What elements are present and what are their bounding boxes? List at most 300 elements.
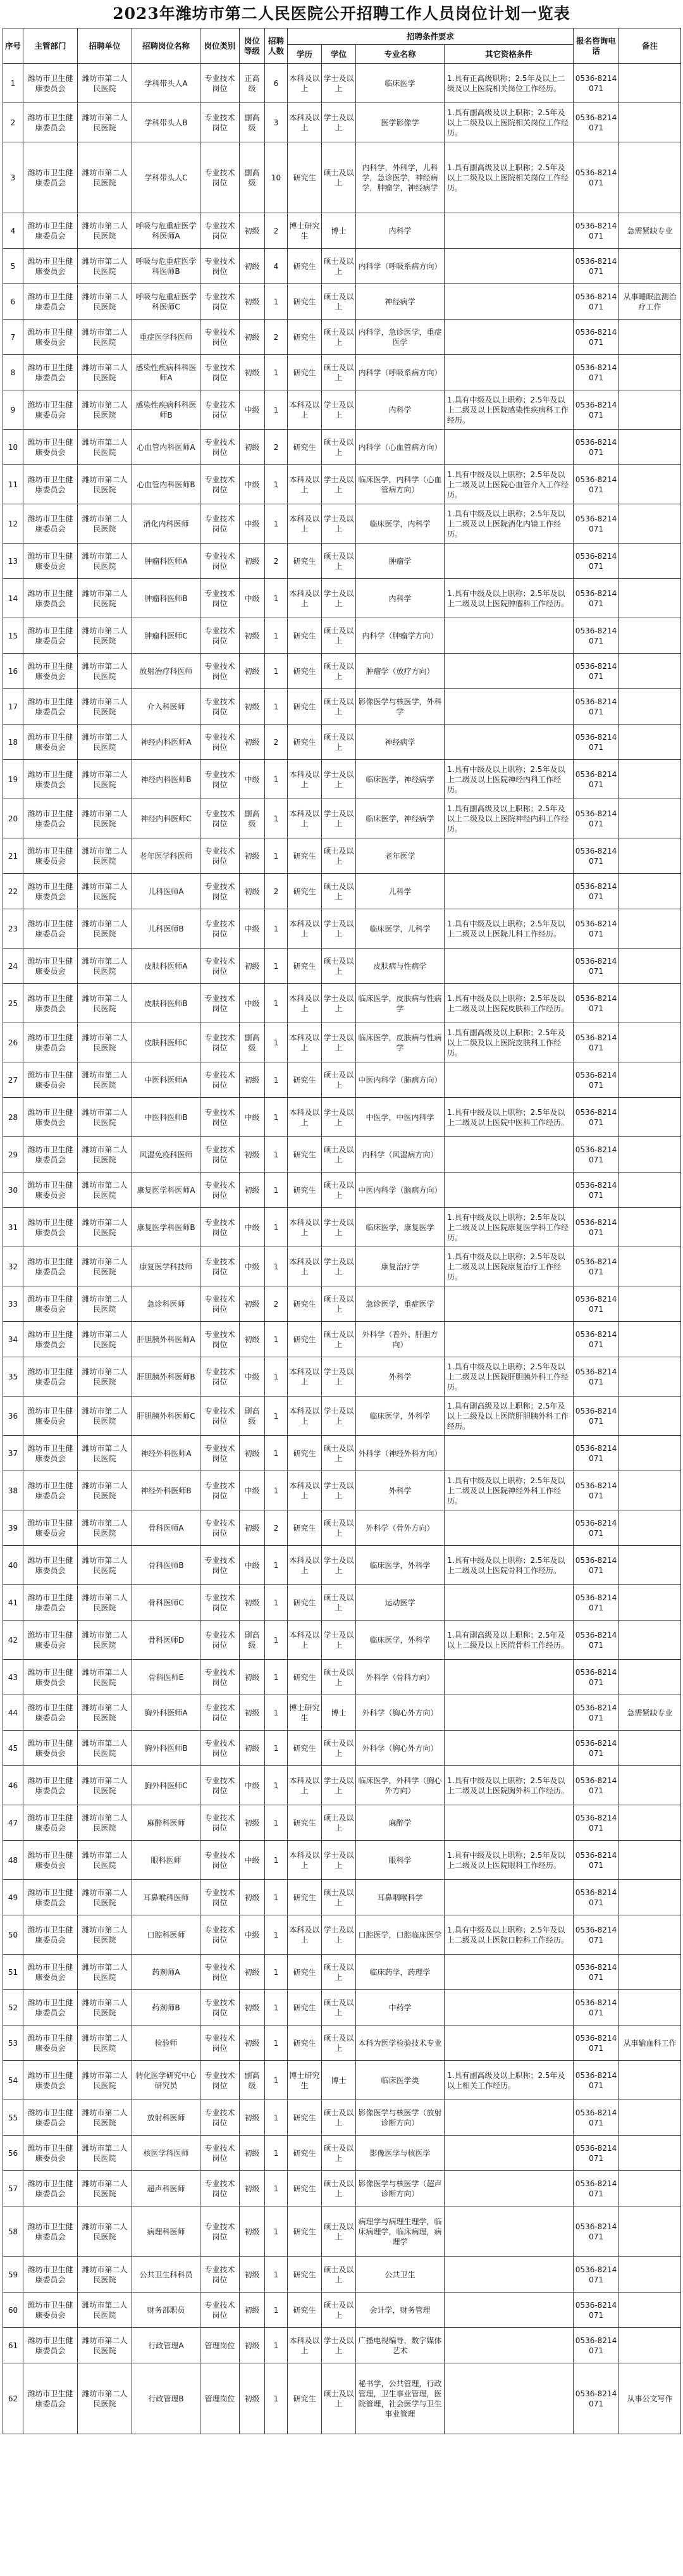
cell-degree: 硕士及以上 (322, 284, 356, 320)
cell-level: 正高级 (240, 64, 265, 103)
cell-count: 1 (265, 1546, 288, 1585)
cell-level: 副高级 (240, 799, 265, 838)
cell-major: 临床医学，皮肤病与性病学 (356, 984, 445, 1023)
cell-note (619, 2100, 681, 2136)
cell-other: 1.具有中级及以上职称；2.5年及以上二级及以上医院眼科工作经历。 (445, 1841, 574, 1880)
cell-note (619, 1805, 681, 1841)
cell-level: 中级 (240, 909, 265, 949)
cell-dept: 潍坊市卫生健康委员会 (23, 689, 78, 725)
cell-phone: 0536-8214071 (574, 430, 619, 465)
cell-category: 专业技术岗位 (200, 1098, 240, 1137)
cell-degree: 硕士及以上 (322, 2171, 356, 2206)
cell-other (445, 2171, 574, 2206)
cell-phone: 0536-8214071 (574, 1766, 619, 1805)
cell-education: 研究生 (288, 1880, 322, 1915)
cell-category: 专业技术岗位 (200, 1841, 240, 1880)
cell-category: 专业技术岗位 (200, 142, 240, 213)
header-education: 学历 (288, 45, 322, 64)
cell-no: 34 (3, 1322, 23, 1357)
cell-major: 公共卫生 (356, 2257, 445, 2293)
cell-dept: 潍坊市卫生健康委员会 (23, 2025, 78, 2061)
cell-note (619, 2328, 681, 2363)
cell-education: 研究生 (288, 1173, 322, 1208)
header-phone: 报名咨询电话 (574, 28, 619, 64)
cell-count: 1 (265, 838, 288, 874)
cell-post: 骨科医师B (132, 1546, 200, 1585)
cell-phone: 0536-8214071 (574, 838, 619, 874)
cell-dept: 潍坊市卫生健康委员会 (23, 909, 78, 949)
cell-note (619, 1322, 681, 1357)
cell-category: 专业技术岗位 (200, 213, 240, 249)
cell-category: 专业技术岗位 (200, 1805, 240, 1841)
cell-no: 5 (3, 249, 23, 284)
cell-phone: 0536-8214071 (574, 2293, 619, 2328)
cell-education: 本科及以上 (288, 1098, 322, 1137)
table-row (3, 2206, 681, 2257)
cell-level: 中级 (240, 579, 265, 618)
cell-no: 6 (3, 284, 23, 320)
table-row (3, 799, 681, 838)
cell-unit: 潍坊市第二人民医院 (78, 1546, 132, 1585)
cell-phone: 0536-8214071 (574, 1805, 619, 1841)
cell-major: 临床医学，外科学 (356, 1546, 445, 1585)
cell-level: 初级 (240, 689, 265, 725)
cell-level: 副高级 (240, 142, 265, 213)
table-row (3, 654, 681, 689)
cell-phone: 0536-8214071 (574, 984, 619, 1023)
cell-education: 研究生 (288, 1137, 322, 1173)
cell-post: 急诊科医师 (132, 1286, 200, 1322)
cell-unit: 潍坊市第二人民医院 (78, 949, 132, 984)
cell-category: 管理岗位 (200, 2328, 240, 2363)
cell-level: 初级 (240, 1990, 265, 2025)
cell-post: 肝胆胰外科医师C (132, 1397, 200, 1436)
cell-no: 31 (3, 1208, 23, 1247)
cell-education: 研究生 (288, 1062, 322, 1098)
cell-unit: 潍坊市第二人民医院 (78, 2100, 132, 2136)
cell-degree: 硕士及以上 (322, 1660, 356, 1695)
cell-post: 皮肤科医师C (132, 1023, 200, 1062)
cell-level: 初级 (240, 1731, 265, 1766)
cell-dept: 潍坊市卫生健康委员会 (23, 579, 78, 618)
cell-other: 1.具有中级及以上职称；2.5年及以上二级及以上医院肿瘤科工作经历。 (445, 579, 574, 618)
cell-other: 1.具有中级及以上职称；2.5年及以上二级及以上医院皮肤科工作经历。 (445, 984, 574, 1023)
cell-note: 急需紧缺专业 (619, 213, 681, 249)
cell-note (619, 2136, 681, 2171)
cell-other: 1.具有中级及以上职称；2.5年及以上二级及以上医院感染性疾病科工作经历。 (445, 390, 574, 430)
cell-dept: 潍坊市卫生健康委员会 (23, 1436, 78, 1471)
cell-education: 研究生 (288, 874, 322, 909)
cell-other: 1.具有中级及以上职称；2.5年及以上二级及以上医院神经外科工作经历。 (445, 1471, 574, 1510)
cell-count: 1 (265, 1173, 288, 1208)
cell-phone: 0536-8214071 (574, 2061, 619, 2100)
cell-post: 学科带头人B (132, 103, 200, 142)
cell-no: 48 (3, 1841, 23, 1880)
cell-unit: 潍坊市第二人民医院 (78, 1247, 132, 1286)
cell-phone: 0536-8214071 (574, 2257, 619, 2293)
cell-note (619, 689, 681, 725)
cell-dept: 潍坊市卫生健康委员会 (23, 1766, 78, 1805)
cell-count: 1 (265, 1062, 288, 1098)
cell-no: 55 (3, 2100, 23, 2136)
cell-post: 感染性疾病科科医师A (132, 355, 200, 390)
cell-no: 16 (3, 654, 23, 689)
cell-unit: 潍坊市第二人民医院 (78, 390, 132, 430)
cell-note (619, 1471, 681, 1510)
cell-post: 介入科医师 (132, 689, 200, 725)
cell-no: 18 (3, 725, 23, 760)
cell-major: 外科学 (356, 1357, 445, 1397)
cell-degree: 硕士及以上 (322, 355, 356, 390)
cell-note: 从事公文写作 (619, 2363, 681, 2434)
cell-note (619, 103, 681, 142)
cell-no: 21 (3, 838, 23, 874)
cell-level: 初级 (240, 2363, 265, 2434)
cell-degree: 硕士及以上 (322, 838, 356, 874)
cell-other (445, 949, 574, 984)
cell-other: 1.具有中级及以上职称；2.5年及以上二级及以上医院神经内科工作经历。 (445, 760, 574, 799)
cell-level: 初级 (240, 284, 265, 320)
cell-degree: 学士及以上 (322, 1766, 356, 1805)
cell-phone: 0536-8214071 (574, 1660, 619, 1695)
cell-phone: 0536-8214071 (574, 504, 619, 544)
cell-level: 中级 (240, 1208, 265, 1247)
cell-level: 副高级 (240, 1023, 265, 1062)
cell-phone: 0536-8214071 (574, 1062, 619, 1098)
cell-major: 外科学 (356, 1471, 445, 1510)
cell-degree: 学士及以上 (322, 760, 356, 799)
cell-phone: 0536-8214071 (574, 1990, 619, 2025)
cell-no: 58 (3, 2206, 23, 2257)
table-row (3, 1173, 681, 1208)
cell-category: 专业技术岗位 (200, 1247, 240, 1286)
cell-no: 38 (3, 1471, 23, 1510)
cell-post: 儿科医师A (132, 874, 200, 909)
cell-education: 本科及以上 (288, 1208, 322, 1247)
cell-no: 41 (3, 1585, 23, 1621)
page (3, 0, 680, 2434)
cell-count: 1 (265, 2171, 288, 2206)
cell-count: 1 (265, 1585, 288, 1621)
cell-other (445, 654, 574, 689)
cell-degree: 学士及以上 (322, 984, 356, 1023)
cell-degree: 学士及以上 (322, 504, 356, 544)
cell-level: 初级 (240, 430, 265, 465)
cell-major: 口腔医学，口腔临床医学 (356, 1915, 445, 1955)
cell-education: 研究生 (288, 1322, 322, 1357)
cell-category: 专业技术岗位 (200, 1286, 240, 1322)
cell-post: 皮肤科医师A (132, 949, 200, 984)
table-row (3, 689, 681, 725)
cell-other (445, 1805, 574, 1841)
cell-count: 1 (265, 1322, 288, 1357)
cell-no: 52 (3, 1990, 23, 2025)
cell-degree: 硕士及以上 (322, 725, 356, 760)
table-row (3, 984, 681, 1023)
cell-major: 广播电视编导，数字媒体艺术 (356, 2328, 445, 2363)
cell-unit: 潍坊市第二人民医院 (78, 1990, 132, 2025)
cell-major: 本科为医学检验技术专业 (356, 2025, 445, 2061)
cell-category: 专业技术岗位 (200, 504, 240, 544)
cell-post: 耳鼻喉科医师 (132, 1880, 200, 1915)
cell-degree: 硕士及以上 (322, 949, 356, 984)
cell-other (445, 725, 574, 760)
cell-education: 本科及以上 (288, 64, 322, 103)
cell-unit: 潍坊市第二人民医院 (78, 284, 132, 320)
cell-no: 11 (3, 465, 23, 504)
cell-education: 研究生 (288, 1731, 322, 1766)
cell-phone: 0536-8214071 (574, 1247, 619, 1286)
cell-unit: 潍坊市第二人民医院 (78, 213, 132, 249)
cell-category: 专业技术岗位 (200, 249, 240, 284)
cell-dept: 潍坊市卫生健康委员会 (23, 103, 78, 142)
cell-post: 超声科医师 (132, 2171, 200, 2206)
cell-major: 内科学 (356, 579, 445, 618)
table-row (3, 618, 681, 654)
cell-major: 内科学，外科学，儿科学，急诊医学，神经病学，肿瘤学，神经病学 (356, 142, 445, 213)
cell-education: 研究生 (288, 2363, 322, 2434)
cell-major: 儿科学 (356, 874, 445, 909)
cell-other: 1.具有中级及以上职称；2.5年及以上二级及以上医院中医科工作经历。 (445, 1098, 574, 1137)
table-row (3, 142, 681, 213)
cell-count: 2 (265, 1510, 288, 1546)
cell-level: 中级 (240, 504, 265, 544)
cell-other (445, 1731, 574, 1766)
cell-degree: 硕士及以上 (322, 320, 356, 355)
cell-category: 专业技术岗位 (200, 1510, 240, 1546)
cell-major: 病理学与病理生理学，临床病理学，临床病理，病理学 (356, 2206, 445, 2257)
cell-unit: 潍坊市第二人民医院 (78, 2206, 132, 2257)
cell-post: 骨科医师C (132, 1585, 200, 1621)
cell-education: 本科及以上 (288, 1023, 322, 1062)
cell-category: 专业技术岗位 (200, 689, 240, 725)
cell-phone: 0536-8214071 (574, 390, 619, 430)
cell-education: 本科及以上 (288, 1766, 322, 1805)
cell-level: 初级 (240, 2100, 265, 2136)
cell-other (445, 838, 574, 874)
cell-major: 神经病学 (356, 284, 445, 320)
cell-degree: 学士及以上 (322, 799, 356, 838)
cell-note (619, 1023, 681, 1062)
cell-count: 1 (265, 909, 288, 949)
cell-degree: 硕士及以上 (322, 2363, 356, 2434)
cell-dept: 潍坊市卫生健康委员会 (23, 390, 78, 430)
cell-unit: 潍坊市第二人民医院 (78, 1357, 132, 1397)
cell-phone: 0536-8214071 (574, 1546, 619, 1585)
cell-no: 20 (3, 799, 23, 838)
table-row (3, 1247, 681, 1286)
cell-major: 外科学（胸心外方向） (356, 1695, 445, 1731)
cell-category: 专业技术岗位 (200, 1023, 240, 1062)
table-row (3, 465, 681, 504)
table-row (3, 1137, 681, 1173)
cell-dept: 潍坊市卫生健康委员会 (23, 799, 78, 838)
cell-category: 专业技术岗位 (200, 1208, 240, 1247)
cell-count: 1 (265, 618, 288, 654)
cell-dept: 潍坊市卫生健康委员会 (23, 2293, 78, 2328)
cell-no: 7 (3, 320, 23, 355)
table-row (3, 2257, 681, 2293)
cell-dept: 潍坊市卫生健康委员会 (23, 618, 78, 654)
cell-no: 17 (3, 689, 23, 725)
table-row (3, 2061, 681, 2100)
cell-other (445, 618, 574, 654)
cell-post: 重症医学科医师 (132, 320, 200, 355)
cell-major: 临床药学，药理学 (356, 1955, 445, 1990)
cell-category: 专业技术岗位 (200, 760, 240, 799)
cell-phone: 0536-8214071 (574, 2136, 619, 2171)
cell-phone: 0536-8214071 (574, 2206, 619, 2257)
cell-major: 中医内科学（脑病方向） (356, 1173, 445, 1208)
cell-major: 内科学（呼吸系病方向） (356, 249, 445, 284)
cell-no: 23 (3, 909, 23, 949)
cell-dept: 潍坊市卫生健康委员会 (23, 1510, 78, 1546)
cell-level: 中级 (240, 1098, 265, 1137)
table-row (3, 1098, 681, 1137)
cell-phone: 0536-8214071 (574, 1436, 619, 1471)
cell-note (619, 355, 681, 390)
cell-phone: 0536-8214071 (574, 465, 619, 504)
cell-phone: 0536-8214071 (574, 2171, 619, 2206)
cell-degree: 硕士及以上 (322, 1990, 356, 2025)
cell-level: 副高级 (240, 1397, 265, 1436)
cell-phone: 0536-8214071 (574, 355, 619, 390)
cell-unit: 潍坊市第二人民医院 (78, 1841, 132, 1880)
cell-note (619, 1990, 681, 2025)
cell-post: 行政管理B (132, 2363, 200, 2434)
table-row (3, 1471, 681, 1510)
header-unit: 招聘单位 (78, 28, 132, 64)
cell-count: 1 (265, 1660, 288, 1695)
cell-category: 专业技术岗位 (200, 2100, 240, 2136)
cell-other (445, 2363, 574, 2434)
cell-major: 临床医学，神经病学 (356, 760, 445, 799)
cell-unit: 潍坊市第二人民医院 (78, 1436, 132, 1471)
cell-dept: 潍坊市卫生健康委员会 (23, 1286, 78, 1322)
cell-level: 初级 (240, 1695, 265, 1731)
cell-unit: 潍坊市第二人民医院 (78, 355, 132, 390)
cell-other (445, 1286, 574, 1322)
cell-unit: 潍坊市第二人民医院 (78, 2363, 132, 2434)
cell-other (445, 2206, 574, 2257)
cell-post: 药剂师B (132, 1990, 200, 2025)
cell-other: 1.具有副高级及以上职称；2.5年及以上二级及以上医院肝胆胰外科工作经历。 (445, 1397, 574, 1436)
cell-note (619, 1357, 681, 1397)
cell-post: 康复医学科医师A (132, 1173, 200, 1208)
cell-note (619, 544, 681, 579)
cell-major: 外科学（普外、肝胆方向） (356, 1322, 445, 1357)
cell-phone: 0536-8214071 (574, 1621, 619, 1660)
cell-other (445, 2025, 574, 2061)
cell-degree: 学士及以上 (322, 1397, 356, 1436)
cell-education: 研究生 (288, 2171, 322, 2206)
cell-dept: 潍坊市卫生健康委员会 (23, 2061, 78, 2100)
cell-no: 56 (3, 2136, 23, 2171)
cell-phone: 0536-8214071 (574, 1286, 619, 1322)
cell-major: 医学影像学 (356, 103, 445, 142)
cell-count: 1 (265, 2206, 288, 2257)
cell-other (445, 249, 574, 284)
cell-category: 专业技术岗位 (200, 2171, 240, 2206)
cell-category: 专业技术岗位 (200, 1357, 240, 1397)
cell-note (619, 430, 681, 465)
cell-phone: 0536-8214071 (574, 2363, 619, 2434)
cell-major: 外科学（胸心外方向） (356, 1731, 445, 1766)
cell-no: 49 (3, 1880, 23, 1915)
cell-education: 研究生 (288, 1990, 322, 2025)
cell-count: 1 (265, 2363, 288, 2434)
cell-no: 25 (3, 984, 23, 1023)
cell-count: 1 (265, 760, 288, 799)
cell-level: 初级 (240, 1510, 265, 1546)
cell-count: 1 (265, 1990, 288, 2025)
cell-other (445, 544, 574, 579)
cell-unit: 潍坊市第二人民医院 (78, 1621, 132, 1660)
cell-other (445, 2293, 574, 2328)
cell-dept: 潍坊市卫生健康委员会 (23, 2136, 78, 2171)
cell-category: 专业技术岗位 (200, 1173, 240, 1208)
cell-category: 专业技术岗位 (200, 1660, 240, 1695)
cell-education: 研究生 (288, 654, 322, 689)
cell-dept: 潍坊市卫生健康委员会 (23, 1990, 78, 2025)
cell-degree: 硕士及以上 (322, 2100, 356, 2136)
cell-note (619, 1173, 681, 1208)
cell-unit: 潍坊市第二人民医院 (78, 465, 132, 504)
cell-category: 专业技术岗位 (200, 1915, 240, 1955)
cell-dept: 潍坊市卫生健康委员会 (23, 1955, 78, 1990)
cell-major: 临床医学，皮肤病与性病学 (356, 1023, 445, 1062)
cell-education: 研究生 (288, 1585, 322, 1621)
table-row (3, 1286, 681, 1322)
cell-major: 皮肤病与性病学 (356, 949, 445, 984)
cell-note (619, 1436, 681, 1471)
header-no: 序号 (3, 28, 23, 64)
cell-degree: 学士及以上 (322, 1023, 356, 1062)
cell-note: 从事输血科工作 (619, 2025, 681, 2061)
cell-post: 肝胆胰外科医师B (132, 1357, 200, 1397)
cell-education: 研究生 (288, 725, 322, 760)
cell-count: 1 (265, 2100, 288, 2136)
cell-major: 外科学（神经外科方向） (356, 1436, 445, 1471)
cell-category: 专业技术岗位 (200, 1621, 240, 1660)
cell-level: 中级 (240, 390, 265, 430)
cell-category: 专业技术岗位 (200, 725, 240, 760)
cell-category: 专业技术岗位 (200, 64, 240, 103)
recruitment-table (3, 28, 681, 2434)
cell-phone: 0536-8214071 (574, 103, 619, 142)
cell-note (619, 1510, 681, 1546)
cell-level: 中级 (240, 1357, 265, 1397)
cell-level: 初级 (240, 2206, 265, 2257)
cell-unit: 潍坊市第二人民医院 (78, 799, 132, 838)
cell-other (445, 1173, 574, 1208)
cell-major: 神经病学 (356, 725, 445, 760)
cell-post: 中医科医师A (132, 1062, 200, 1098)
cell-other (445, 1062, 574, 1098)
cell-post: 神经外科医师B (132, 1471, 200, 1510)
cell-dept: 潍坊市卫生健康委员会 (23, 1471, 78, 1510)
cell-phone: 0536-8214071 (574, 1695, 619, 1731)
cell-count: 1 (265, 654, 288, 689)
cell-post: 胸外科医师C (132, 1766, 200, 1805)
cell-level: 中级 (240, 1546, 265, 1585)
cell-other: 1.具有中级及以上职称；2.5年及以上二级及以上医院康复治疗工作经历。 (445, 1247, 574, 1286)
cell-major: 临床医学，儿科学 (356, 909, 445, 949)
cell-major: 中药学 (356, 1990, 445, 2025)
cell-no: 60 (3, 2293, 23, 2328)
cell-dept: 潍坊市卫生健康委员会 (23, 654, 78, 689)
cell-phone: 0536-8214071 (574, 1510, 619, 1546)
